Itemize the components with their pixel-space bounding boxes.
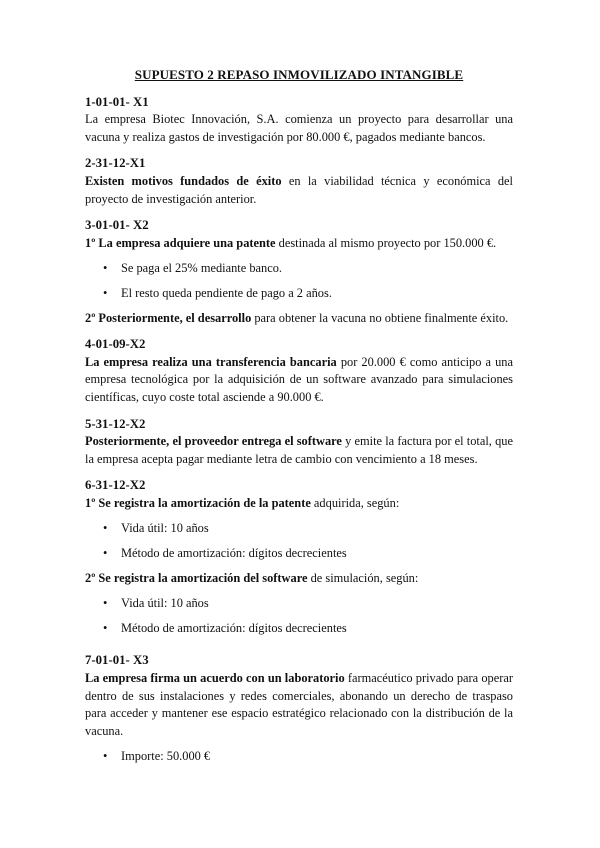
- entry-4-text: [85, 354, 513, 407]
- bullet-icon: •: [103, 285, 108, 300]
- entry-6-paragraph-1: [85, 495, 513, 513]
- entry-2-bold: Existen motivos fundados de éxito: [85, 173, 282, 188]
- entry-1-heading: 1-01-01- X1: [85, 94, 149, 109]
- list-item: [85, 520, 513, 538]
- entry-6-paragraph-2: [85, 570, 513, 588]
- entry-4-bold: La empresa realiza una transferencia bancaria: [85, 354, 337, 369]
- entry-5-rest: y emite la factura por el total, que la empresa acepta pagar mediante letra de cambio con vencimiento a 18 meses.: [85, 434, 513, 466]
- entry-5-heading: 5-31-12-X2: [85, 416, 146, 431]
- list-item-text: El resto queda pendiente de pago a 2 años.: [121, 285, 332, 300]
- entry-6-p1-rest: adquirida, según:: [310, 495, 400, 510]
- entry-4: [85, 336, 513, 406]
- list-item: [85, 595, 513, 613]
- entry-3-paragraph-1: [85, 235, 513, 253]
- entry-7-text: [85, 670, 513, 740]
- entry-6: [85, 477, 513, 637]
- list-item: [85, 620, 513, 638]
- entry-2: [85, 155, 513, 208]
- list-item: [85, 748, 513, 766]
- entry-5: [85, 416, 513, 469]
- entry-7-heading: 7-01-01- X3: [85, 653, 149, 668]
- document-title: SUPUESTO 2 REPASO INMOVILIZADO INTANGIBLE: [134, 67, 464, 82]
- entry-6-p1-bold: 1º Se registra la amortización de la patente: [85, 495, 311, 510]
- entry-6-p2-rest: de simulación, según:: [307, 570, 419, 585]
- entry-6-bullet-list-1: [85, 520, 513, 562]
- entry-1: [85, 94, 513, 147]
- entry-2-rest: en la viabilidad técnica y económica del proyecto de investigación anterior.: [85, 173, 513, 206]
- entry-3-p1-rest: destinada al mismo proyecto por 150.000 €.: [275, 235, 497, 250]
- list-item-text: Se paga el 25% mediante banco.: [121, 261, 283, 276]
- bullet-icon: •: [103, 546, 108, 561]
- entry-3: [85, 217, 513, 327]
- entry-7: [85, 652, 513, 766]
- entry-2-heading: 2-31-12-X1: [85, 156, 146, 171]
- entry-3-paragraph-2: [85, 310, 513, 328]
- entry-1-text: La empresa Biotec Innovación, S.A. comienza un proyecto para desarrollar una vacuna y realiza gastos de investigación por 80.000 €, pagados mediante bancos.: [85, 112, 513, 144]
- list-item-text: Método de amortización: dígitos decrecientes: [121, 546, 347, 561]
- entry-4-heading: 4-01-09-X2: [85, 337, 146, 352]
- entry-6-bullet-list-2: [85, 595, 513, 637]
- document-page: [85, 66, 513, 773]
- entry-7-bullet-list: [85, 748, 513, 766]
- list-item-text: Vida útil: 10 años: [121, 596, 209, 611]
- entry-4-rest: por 20.000 € como anticipo a una empresa tecnológica por la adquisición de un software avanzado para simulaciones científicas, cuyo coste total asciende a 90.000 €.: [85, 354, 513, 404]
- list-item-text: Importe: 50.000 €: [121, 749, 211, 764]
- bullet-icon: •: [103, 521, 108, 536]
- entry-3-p2-bold: 2º Posteriormente, el desarrollo: [85, 310, 252, 325]
- entry-6-heading: 6-31-12-X2: [85, 478, 146, 493]
- entry-5-text: [85, 433, 513, 468]
- entry-5-bold: Posteriormente, el proveedor entrega el software: [85, 434, 342, 449]
- list-item: [85, 285, 513, 303]
- bullet-icon: •: [103, 749, 108, 764]
- list-item-text: Método de amortización: dígitos decrecientes: [121, 620, 347, 635]
- entry-6-p2-bold: 2º Se registra la amortización del software: [85, 570, 308, 585]
- entry-7-bold: La empresa firma un acuerdo con un laboratorio: [85, 671, 345, 686]
- list-item: [85, 260, 513, 278]
- entry-3-p2-rest: para obtener la vacuna no obtiene finalmente éxito.: [251, 310, 509, 325]
- bullet-icon: •: [103, 620, 108, 635]
- bullet-icon: •: [103, 261, 108, 276]
- list-item: [85, 545, 513, 563]
- entry-3-p1-bold: 1º La empresa adquiere una patente: [85, 235, 276, 250]
- list-item-text: Vida útil: 10 años: [121, 521, 209, 536]
- entry-3-heading: 3-01-01- X2: [85, 218, 149, 233]
- entry-7-rest: farmacéutico privado para operar dentro de sus instalaciones y redes comerciales, abonando un derecho de traspaso para acceder y mantener ese espacio estratégico relacionado con la distribución de la vacuna.: [85, 671, 514, 738]
- bullet-icon: •: [103, 596, 108, 611]
- entry-3-bullet-list: [85, 260, 513, 302]
- entry-2-text: [85, 173, 513, 208]
